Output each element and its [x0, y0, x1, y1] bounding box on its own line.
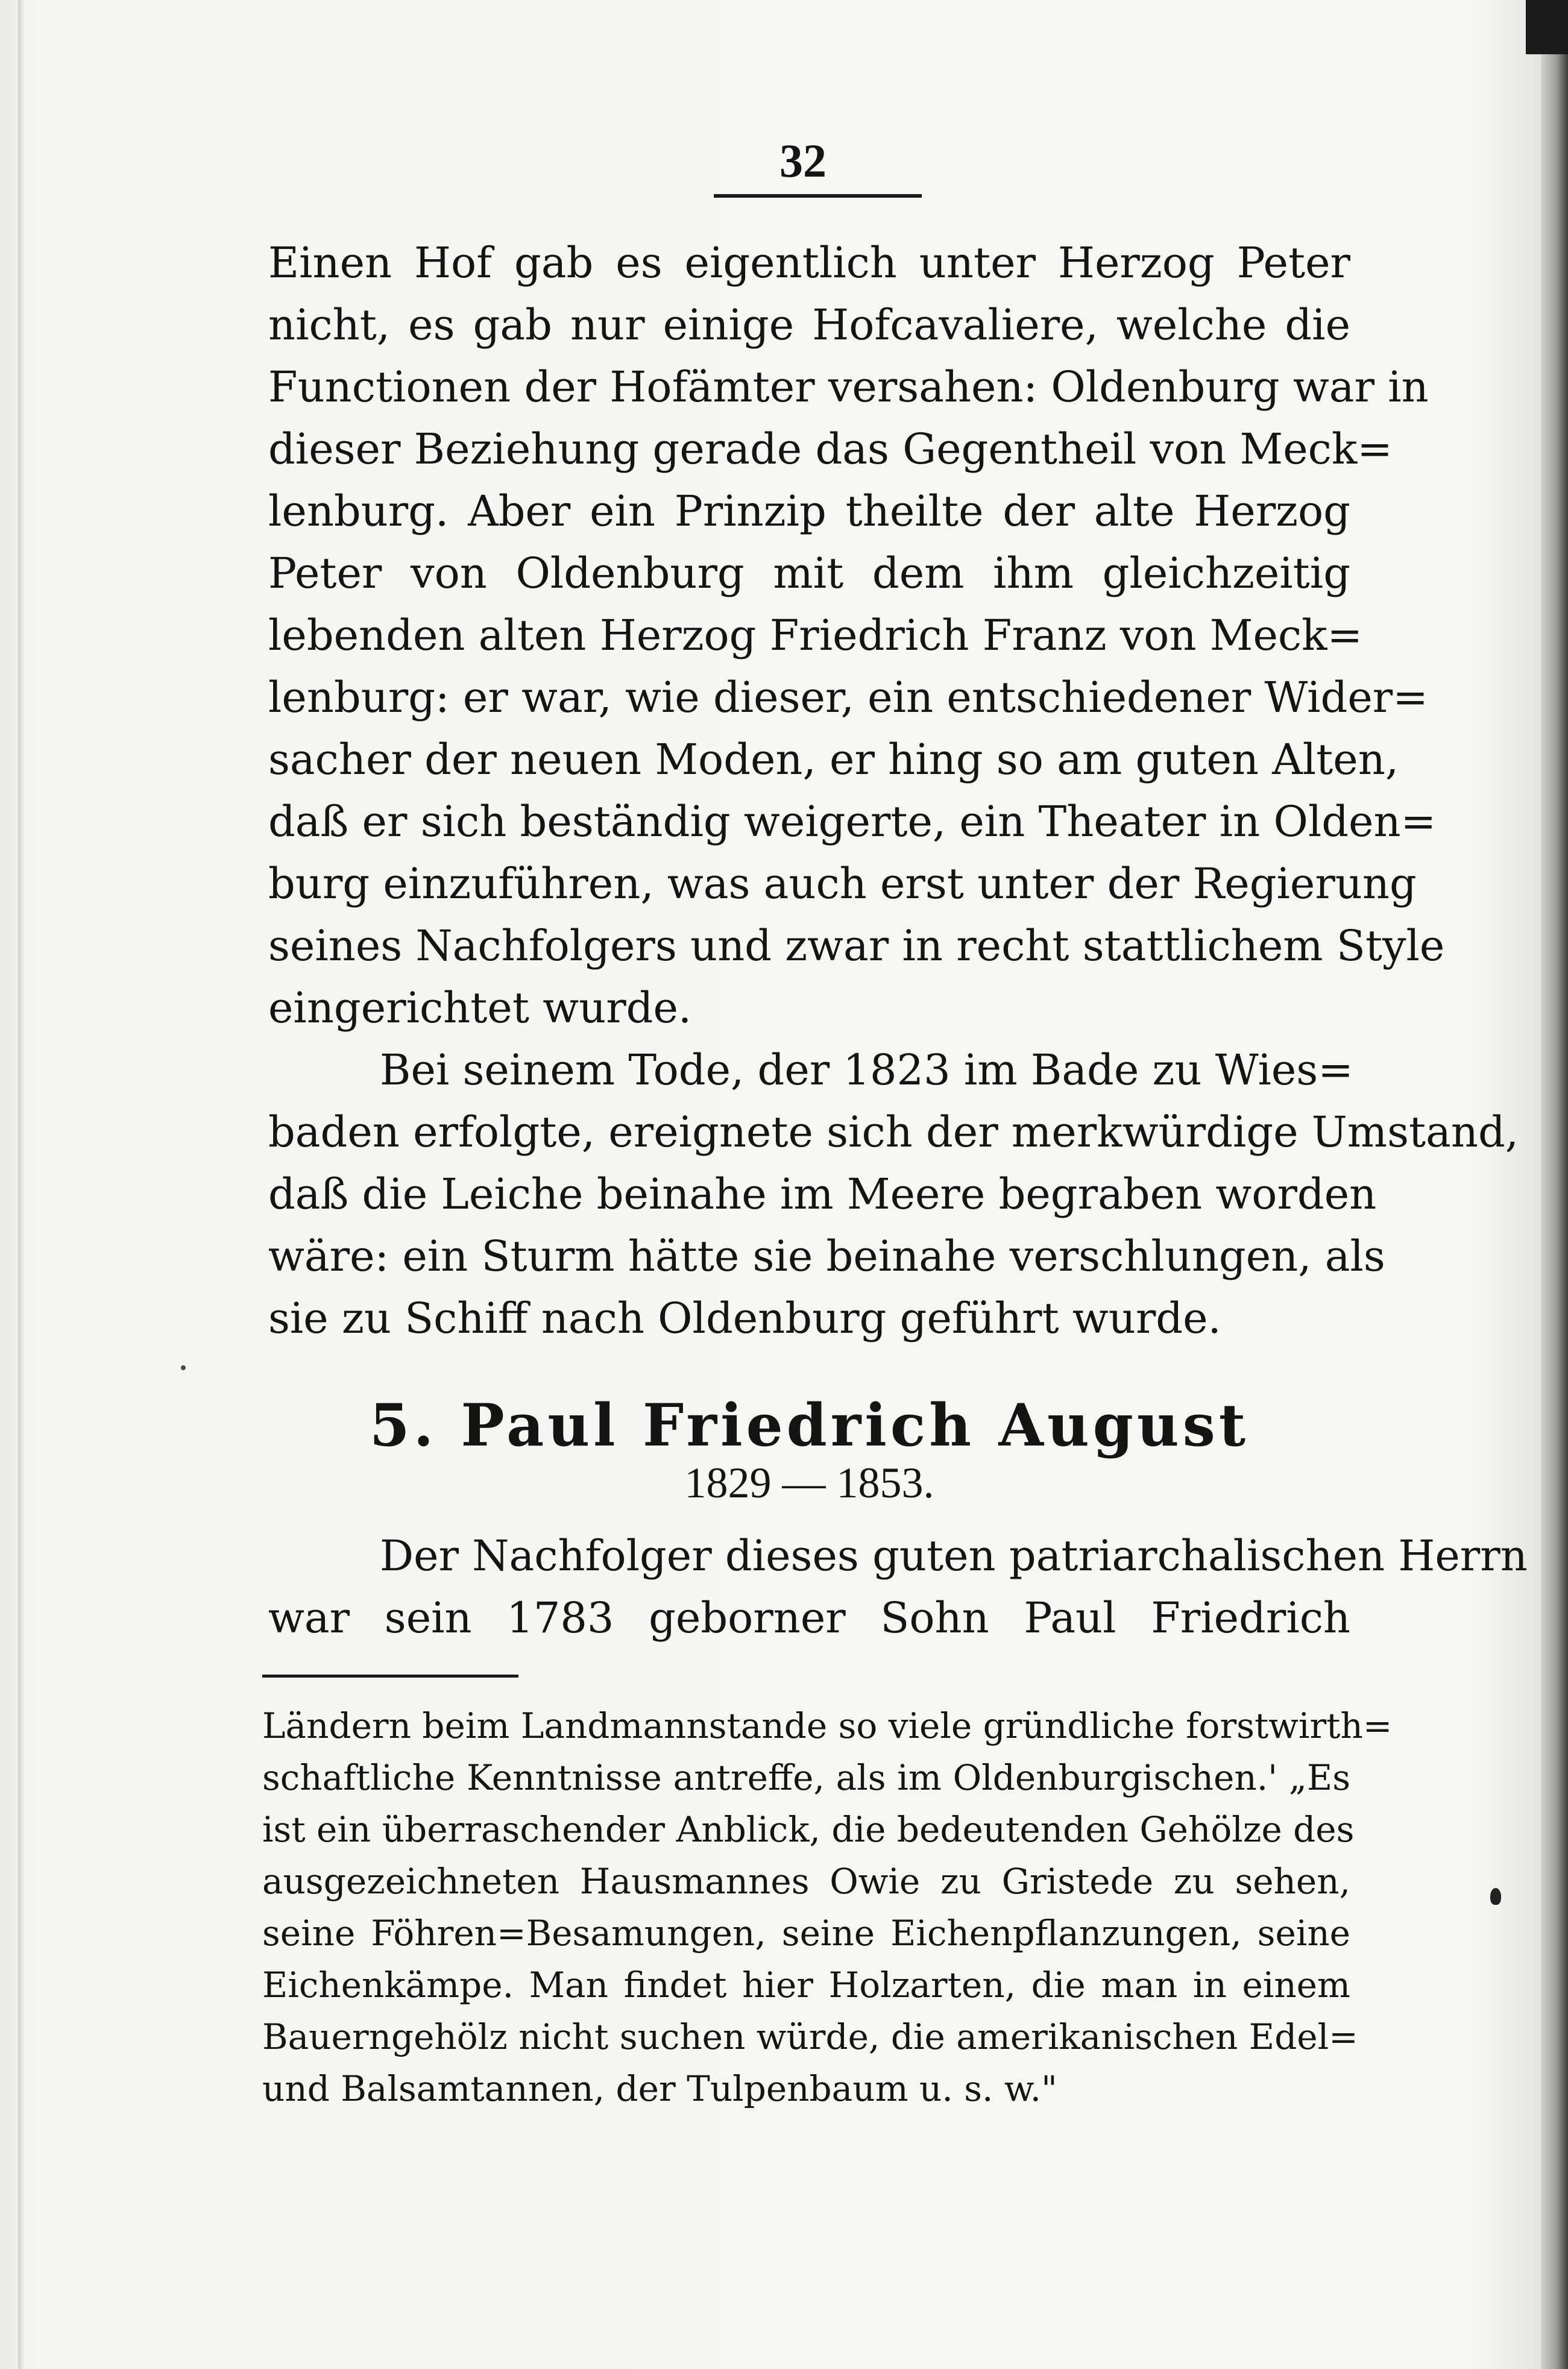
- text-line: Peter von Oldenburg mit dem ihm gleichzeitig: [268, 549, 1350, 598]
- text-line: wäre: ein Sturm hätte sie beinahe verschlungen, als: [268, 1232, 1385, 1281]
- text-line: sacher der neuen Moden, er hing so am guten Alten,: [268, 735, 1399, 784]
- footnote-line: und Balsamtannen, der Tulpenbaum u. s. w.": [262, 2068, 1057, 2109]
- text-line: daß er sich beständig weigerte, ein Theater in Olden=: [268, 797, 1437, 846]
- section-text: [268, 1525, 1528, 1649]
- scan-mark: [1490, 1888, 1501, 1905]
- text-line: dieser Beziehung gerade das Gegentheil von Meck=: [268, 424, 1393, 474]
- main-text: [268, 232, 1519, 1350]
- page-number-rule: [714, 194, 922, 198]
- text-line: lenburg. Aber ein Prinzip theilte der alte Herzog: [268, 486, 1350, 536]
- text-line: burg einzuführen, was auch erst unter der Regierung: [268, 859, 1417, 908]
- text-line: seines Nachfolgers und zwar in recht stattlichem Style: [268, 921, 1445, 971]
- page-number: 32: [779, 134, 827, 187]
- footnote-line: Bauerngehölz nicht suchen würde, die amerikanischen Edel=: [262, 2016, 1358, 2057]
- text-line: Bei seinem Tode, der 1823 im Bade zu Wies=: [380, 1045, 1353, 1095]
- text-line: eingerichtet wurde.: [268, 983, 692, 1033]
- text-line: nicht, es gab nur einige Hofcavaliere, welche die: [268, 300, 1350, 350]
- text-line: war sein 1783 geborner Sohn Paul Friedrich: [268, 1593, 1350, 1643]
- footnote-line: seine Föhren=Besamungen, seine Eichenpflanzungen, seine: [262, 1913, 1350, 1954]
- footnote-line: ist ein überraschender Anblick, die bedeutenden Gehölze des: [262, 1809, 1355, 1850]
- text-line: lenburg: er war, wie dieser, ein entschiedener Wider=: [268, 673, 1428, 722]
- text-line: sie zu Schiff nach Oldenburg geführt wurde.: [268, 1294, 1221, 1343]
- text-line: Einen Hof gab es eigentlich unter Herzog Peter: [268, 238, 1350, 288]
- text-line: baden erfolgte, ereignete sich der merkwürdige Umstand,: [268, 1107, 1519, 1157]
- page-left-edge: [18, 0, 24, 2369]
- footnote: [262, 1700, 1393, 2115]
- text-line: Der Nachfolger dieses guten patriarchalischen Herrn: [380, 1531, 1528, 1581]
- section-heading-block: [268, 1392, 1350, 1507]
- footnote-line: ausgezeichneten Hausmannes Owie zu Gristede zu sehen,: [262, 1861, 1350, 1902]
- section-years: 1829 — 1853.: [684, 1459, 934, 1507]
- scan-corner-shadow: [1526, 0, 1568, 54]
- footnote-line: schaftliche Kenntnisse antreffe, als im Oldenburgischen.' „Es: [262, 1757, 1350, 1798]
- footnote-line: Ländern beim Landmannstande so viele gründliche forstwirth=: [262, 1705, 1393, 1746]
- scan-speck: [181, 1365, 186, 1370]
- page-right-edge: [1541, 0, 1568, 2369]
- section-heading: 5. Paul Friedrich August: [369, 1391, 1250, 1459]
- text-line: daß die Leiche beinahe im Meere begraben worden: [268, 1169, 1377, 1219]
- footnote-line: Eichenkämpe. Man findet hier Holzarten, die man in einem: [262, 1965, 1350, 2006]
- text-line: lebenden alten Herzog Friedrich Franz von Meck=: [268, 611, 1363, 660]
- text-line: Functionen der Hofämter versahen: Oldenburg war in: [268, 362, 1429, 412]
- footnote-rule: [262, 1675, 518, 1678]
